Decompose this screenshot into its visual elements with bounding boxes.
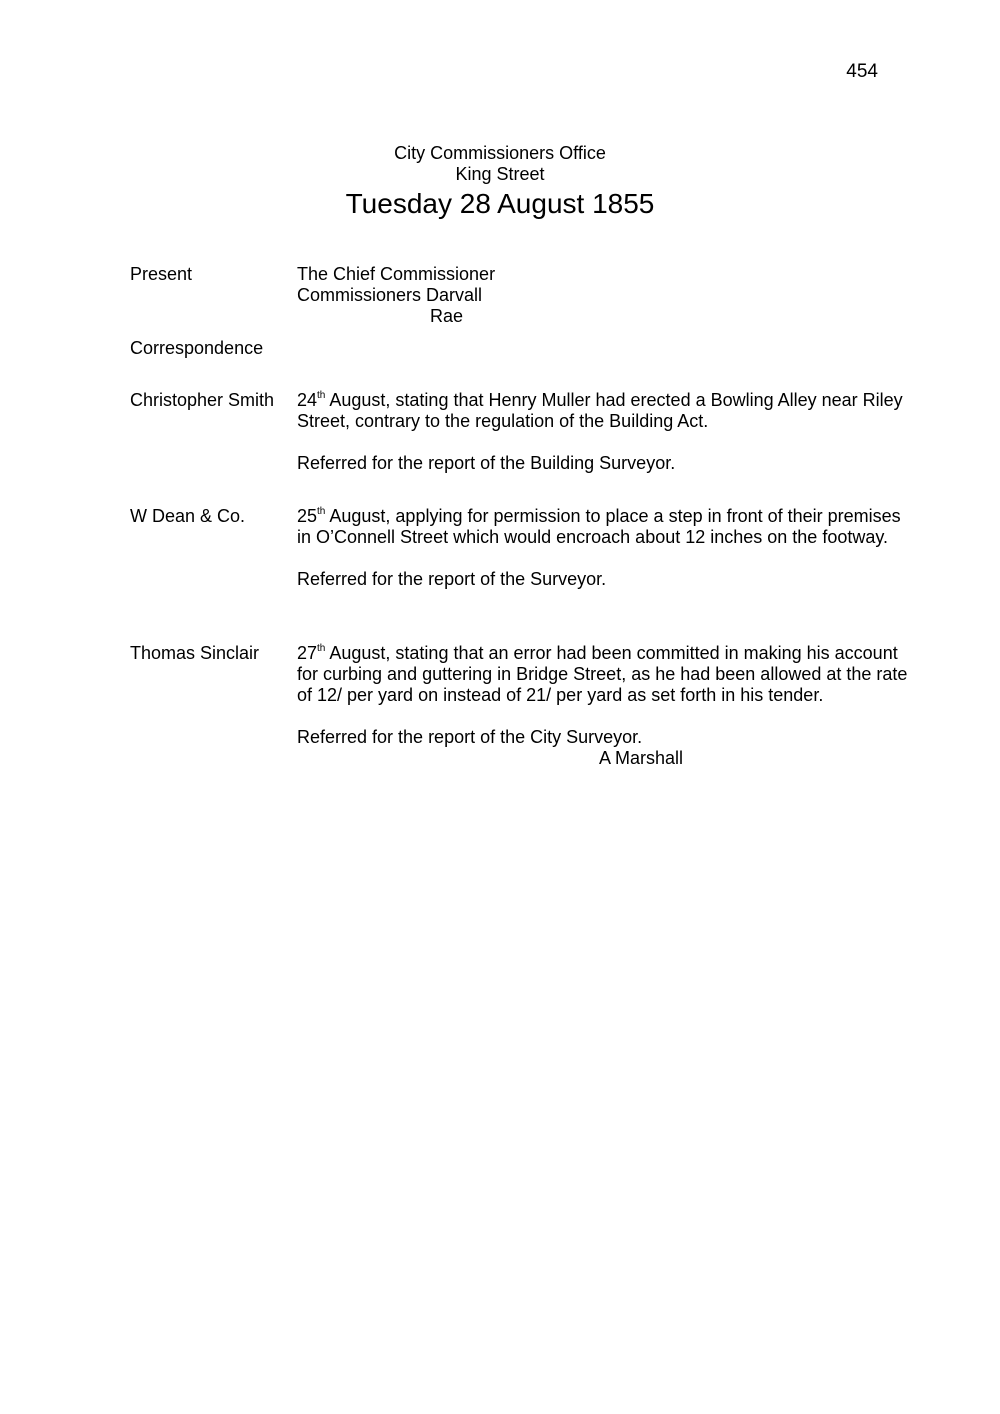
entry-day: 24: [297, 390, 318, 410]
entry-body: [297, 390, 912, 474]
meeting-date: Tuesday 28 August 1855: [345, 188, 655, 219]
office-street: King Street: [455, 164, 545, 184]
entry-body: [297, 643, 912, 769]
entry-text: August, stating that Henry Muller had erected a Bowling Alley near Riley Street, contrary to the regulation of the Building Act.: [297, 390, 903, 431]
entry-letter: [297, 506, 912, 548]
correspondent-name: Christopher Smith: [130, 390, 275, 410]
entry-day-suffix: th: [317, 506, 326, 517]
present-list: [297, 264, 912, 327]
entry-letter: [297, 390, 912, 432]
page-number: 454: [846, 61, 878, 82]
entry-text: August, stating that an error had been committed in making his account for curbing and guttering in Bridge Street, as he had been allowed at the rate of 12/ per yard on instead of 21/ per yard as set forth in his tender.: [297, 643, 908, 705]
entry-text: August, applying for permission to place a step in front of their premises in O’Connell Street which would encroach about 12 inches on the footway.: [297, 506, 901, 547]
present-member: The Chief Commissioner: [297, 264, 496, 284]
correspondent-name: Thomas Sinclair: [130, 643, 260, 663]
correspondent-name: W Dean & Co.: [130, 506, 246, 526]
present-member: Rae: [430, 306, 464, 326]
entry-day: 25: [297, 506, 318, 526]
correspondence-label: Correspondence: [130, 338, 264, 358]
entry-day: 27: [297, 643, 318, 663]
entry-day-suffix: th: [317, 390, 326, 401]
present-member: Commissioners Darvall: [297, 285, 483, 305]
signature: A Marshall: [599, 748, 684, 768]
office-name: City Commissioners Office: [394, 143, 606, 163]
present-label: Present: [130, 264, 193, 284]
entry-resolution: Referred for the report of the City Surveyor.: [297, 727, 643, 747]
entry-resolution: Referred for the report of the Surveyor.: [297, 569, 607, 589]
minutes-header: [0, 143, 1000, 221]
entry-letter: [297, 643, 912, 706]
entry-day-suffix: th: [317, 643, 326, 654]
entry-resolution: Referred for the report of the Building Surveyor.: [297, 453, 676, 473]
entry-body: [297, 506, 912, 590]
